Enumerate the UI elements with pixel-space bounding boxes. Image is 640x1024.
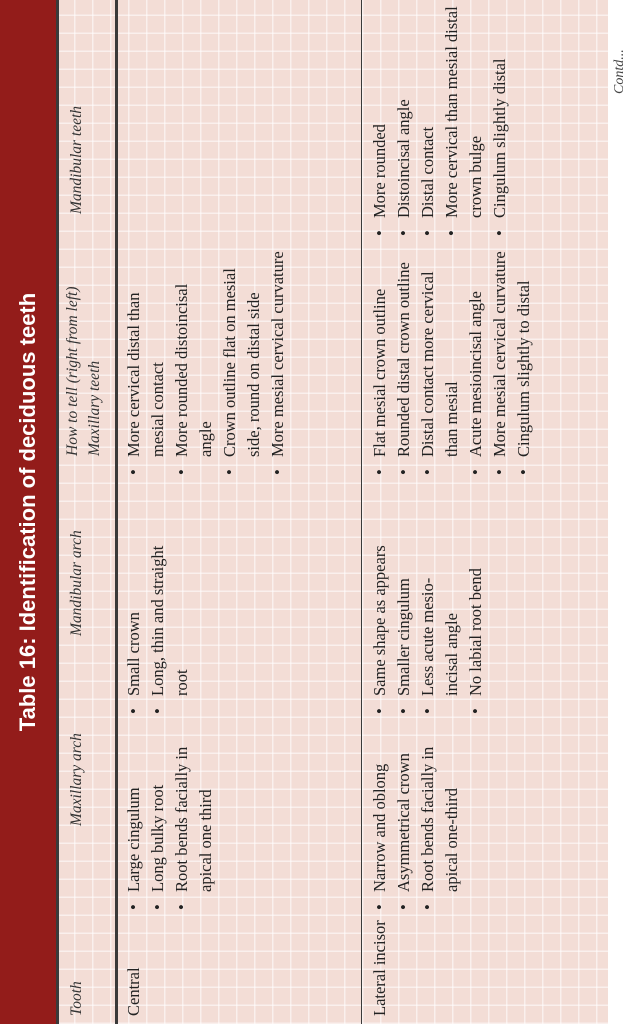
table-title: Table 16: Identification of deciduous teeth xyxy=(0,0,56,1024)
list-item: • Distoincisal angle xyxy=(392,4,416,240)
continued-note: Contd... xyxy=(612,49,627,94)
list-item: • Less acute mesio-incisal angle xyxy=(416,538,464,718)
row-lateral-mandibular-teeth xyxy=(368,4,512,240)
list-item: • More cervical distal than mesial contact xyxy=(122,247,170,479)
list-item: • More rounded distoincisal angle xyxy=(170,247,218,479)
list-item: • Narrow and oblong xyxy=(368,724,392,914)
list-item: • Cingulum slightly to distal xyxy=(512,247,536,479)
list-item: • Crown outline flat on mesial side, round on distal side xyxy=(218,247,266,479)
header-divider-bold xyxy=(116,0,118,1024)
row-lateral-tooth: Lateral incisor xyxy=(370,920,389,1016)
list-item: • Small crown xyxy=(122,538,146,718)
header-mandibular-arch: Mandibular arch xyxy=(68,530,85,636)
header-how-to-tell xyxy=(62,236,106,456)
list-item: • Same shape as appears xyxy=(368,538,392,718)
row-central-maxillary-arch xyxy=(122,724,218,914)
list-item: • More rounded xyxy=(368,4,392,240)
row-lateral-mandibular-arch xyxy=(368,538,488,718)
row-divider xyxy=(361,0,362,1024)
header-maxillary-arch: Maxillary arch xyxy=(68,733,85,826)
list-item: • Distal contact more cervical than mesial xyxy=(416,247,464,479)
header-how-to-tell-line1: How to tell (right from left) xyxy=(64,286,81,456)
list-item: • Rounded distal crown outline xyxy=(392,247,416,479)
list-item: • Asymmetrical crown xyxy=(392,724,416,914)
list-item: • Cingulum slightly distal xyxy=(488,4,512,240)
list-item: • More cervical than mesial distal crown bulge xyxy=(440,4,488,240)
header-tooth: Tooth xyxy=(68,981,85,1016)
list-item: • Distal contact xyxy=(416,4,440,240)
list-item: • Root bends facially in apical one-third xyxy=(416,724,464,914)
identification-table xyxy=(56,0,608,1024)
list-item: • Acute mesioincisal angle xyxy=(464,247,488,479)
list-item: • Smaller cingulum xyxy=(392,538,416,718)
table-top-rule xyxy=(56,0,59,1024)
list-item: • More mesial cervical curvature xyxy=(488,247,512,479)
header-how-to-tell-line2: Maxillary teeth xyxy=(86,360,103,456)
row-lateral-maxillary-teeth xyxy=(368,247,536,479)
list-item: • Large cingulum xyxy=(122,724,146,914)
row-central-tooth: Central xyxy=(124,967,143,1016)
list-item: • Flat mesial crown outline xyxy=(368,247,392,479)
header-mandibular-teeth: Mandibular teeth xyxy=(68,105,85,214)
list-item: • Long bulky root xyxy=(146,724,170,914)
list-item: • No labial root bend xyxy=(464,538,488,718)
list-item: • Long, thin and straight root xyxy=(146,538,194,718)
row-lateral-maxillary-arch xyxy=(368,724,464,914)
list-item: • More mesial cervical curvature xyxy=(266,247,290,479)
list-item: • Root bends facially in apical one third xyxy=(170,724,218,914)
row-central-maxillary-teeth xyxy=(122,247,290,479)
row-central-mandibular-arch xyxy=(122,538,194,718)
